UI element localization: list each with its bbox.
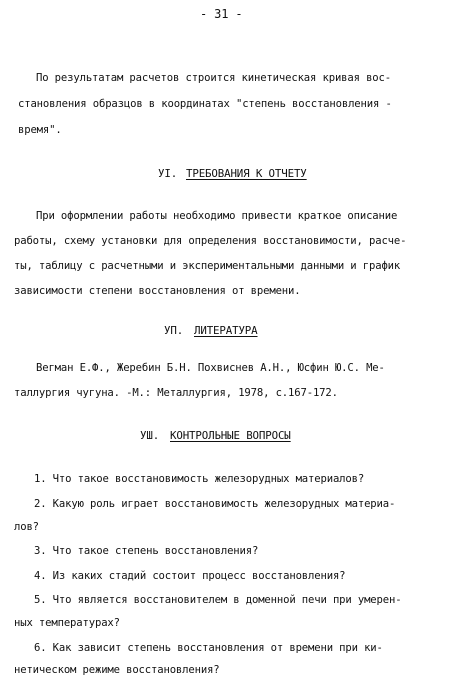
- reference-line-2: таллургия чугуна. -М.: Металлургия, 1978, с.167-172.: [14, 387, 338, 399]
- section-8-title: КОНТРОЛЬНЫЕ ВОПРОСЫ: [170, 429, 291, 442]
- question-3: 3. Что такое степень восстановления?: [34, 545, 259, 557]
- reference-line-1: Вегман Е.Ф., Жеребин Б.Н. Похвиснев А.Н., Юсфин Ю.С. Ме-: [36, 362, 385, 374]
- question-6-line-1: 6. Как зависит степень восстановления от времени при ки-: [34, 642, 383, 654]
- section-7-number: УП.: [164, 324, 184, 337]
- section-8-number: УШ.: [140, 429, 160, 442]
- question-5-line-2: ных температурах?: [14, 617, 120, 629]
- section-6-number: УI.: [158, 167, 178, 180]
- section-6-line-4: зависимости степени восстановления от времени.: [14, 285, 301, 297]
- page-number: - 31 -: [200, 7, 243, 21]
- question-2-line-1: 2. Какую роль играет восстановимость железорудных материа-: [34, 498, 396, 510]
- question-2-line-2: лов?: [14, 521, 39, 533]
- question-1: 1. Что такое восстановимость железорудных материалов?: [34, 473, 365, 485]
- intro-line-2: становления образцов в координатах "степень восстановления -: [18, 98, 392, 110]
- question-5-line-1: 5. Что является восстановителем в доменной печи при умерен-: [34, 594, 402, 606]
- question-4: 4. Из каких стадий состоит процесс восстановления?: [34, 570, 346, 582]
- intro-line-1: По результатам расчетов строится кинетическая кривая вос-: [36, 72, 391, 84]
- section-7-title: ЛИТЕРАТУРА: [194, 324, 258, 337]
- question-6-line-2: нетическом режиме восстановления?: [14, 664, 220, 676]
- intro-line-3: время".: [18, 124, 62, 136]
- section-6-title: ТРЕБОВАНИЯ К ОТЧЕТУ: [186, 167, 307, 180]
- section-6-line-3: ты, таблицу с расчетными и экспериментальными данными и график: [14, 260, 401, 272]
- section-6-line-1: При оформлении работы необходимо привести краткое описание: [36, 210, 398, 222]
- section-6-line-2: работы, схему установки для определения восстановимости, расче-: [14, 235, 407, 247]
